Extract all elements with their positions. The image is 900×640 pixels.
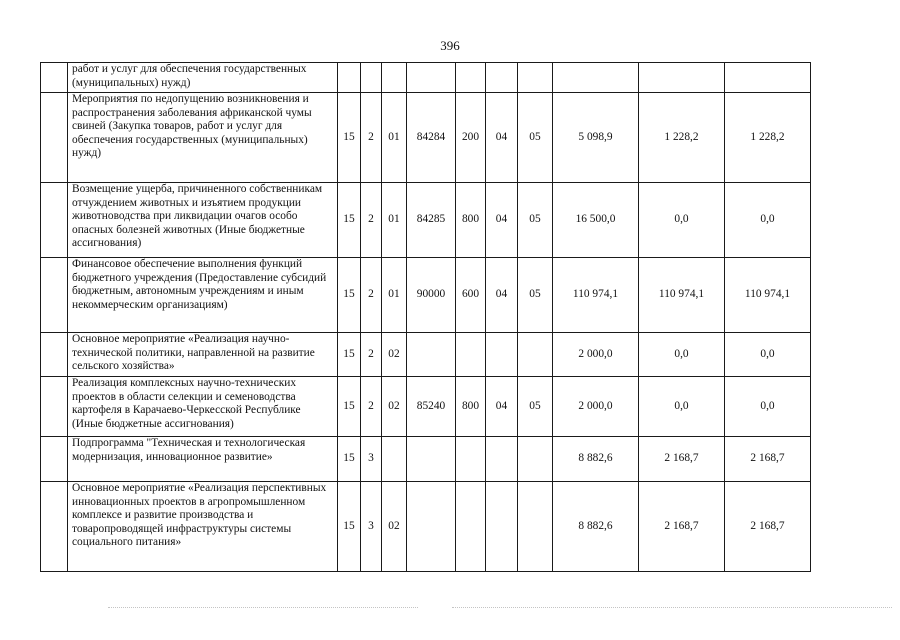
budget-table xyxy=(40,62,811,572)
row-number-cell xyxy=(41,437,68,482)
subsection-cell xyxy=(518,63,553,93)
subprogram-code-cell: 2 xyxy=(361,183,382,258)
section-cell xyxy=(486,333,518,377)
section-cell: 04 xyxy=(486,258,518,333)
amount-year-2-cell: 110 974,1 xyxy=(639,258,725,333)
amount-year-3-cell: 2 168,7 xyxy=(725,482,811,572)
subprogram-code-cell: 3 xyxy=(361,482,382,572)
subprogram-code-cell: 3 xyxy=(361,437,382,482)
amount-year-1-cell: 5 098,9 xyxy=(553,93,639,183)
section-cell: 04 xyxy=(486,377,518,437)
amount-year-2-cell xyxy=(639,63,725,93)
subsection-cell xyxy=(518,333,553,377)
row-number-cell xyxy=(41,258,68,333)
table-row xyxy=(41,63,811,93)
description-cell: Подпрограмма "Техническая и технологическая модернизация, инновационное развитие» xyxy=(68,437,338,482)
section-cell xyxy=(486,482,518,572)
event-code-cell: 02 xyxy=(382,482,407,572)
footer-rule-right xyxy=(452,607,892,608)
event-code-cell: 01 xyxy=(382,183,407,258)
amount-year-1-cell: 8 882,6 xyxy=(553,482,639,572)
amount-year-3-cell: 0,0 xyxy=(725,333,811,377)
program-code-cell: 15 xyxy=(338,333,361,377)
subprogram-code-cell: 2 xyxy=(361,333,382,377)
direction-code-cell xyxy=(407,63,456,93)
page-number: 396 xyxy=(440,38,460,53)
expense-type-cell: 800 xyxy=(456,183,486,258)
subsection-cell xyxy=(518,437,553,482)
description-cell: Финансовое обеспечение выполнения функций бюджетного учреждения (Предоставление субсидий бюджетным, автономным учреждениям и иным некоммерческим организациям) xyxy=(68,258,338,333)
program-code-cell: 15 xyxy=(338,258,361,333)
subsection-cell: 05 xyxy=(518,258,553,333)
expense-type-cell xyxy=(456,482,486,572)
event-code-cell: 01 xyxy=(382,258,407,333)
amount-year-3-cell: 1 228,2 xyxy=(725,93,811,183)
amount-year-2-cell: 2 168,7 xyxy=(639,482,725,572)
table-row xyxy=(41,333,811,377)
section-cell: 04 xyxy=(486,183,518,258)
table-row xyxy=(41,93,811,183)
description-cell: Реализация комплексных научно-технических проектов в области селекции и семеноводства картофеля в Карачаево-Черкесской Республике (Иные бюджетные ассигнования) xyxy=(68,377,338,437)
subprogram-code-cell: 2 xyxy=(361,93,382,183)
event-code-cell: 02 xyxy=(382,333,407,377)
subsection-cell: 05 xyxy=(518,377,553,437)
expense-type-cell: 800 xyxy=(456,377,486,437)
subsection-cell: 05 xyxy=(518,183,553,258)
event-code-cell: 02 xyxy=(382,377,407,437)
description-cell: Основное мероприятие «Реализация перспективных инновационных проектов в агропромышленном комплексе и развитие производства и товаропроводящей инфраструктуры системы социального питания» xyxy=(68,482,338,572)
footer-rule-left xyxy=(108,607,418,608)
event-code-cell: 01 xyxy=(382,93,407,183)
amount-year-1-cell: 2 000,0 xyxy=(553,333,639,377)
subprogram-code-cell: 2 xyxy=(361,258,382,333)
program-code-cell: 15 xyxy=(338,183,361,258)
amount-year-2-cell: 0,0 xyxy=(639,333,725,377)
table-body xyxy=(41,63,811,572)
subprogram-code-cell: 2 xyxy=(361,377,382,437)
amount-year-2-cell: 1 228,2 xyxy=(639,93,725,183)
event-code-cell xyxy=(382,437,407,482)
description-cell: Основное мероприятие «Реализация научно-технической политики, направленной на развитие сельского хозяйства» xyxy=(68,333,338,377)
expense-type-cell: 600 xyxy=(456,258,486,333)
row-number-cell xyxy=(41,482,68,572)
program-code-cell: 15 xyxy=(338,377,361,437)
table-row xyxy=(41,437,811,482)
table-row xyxy=(41,258,811,333)
description-cell: Мероприятия по недопущению возникновения и распространения заболевания африканской чумы свиней (Закупка товаров, работ и услуг для обеспечения государственных (муниципальных) нужд) xyxy=(68,93,338,183)
subsection-cell: 05 xyxy=(518,93,553,183)
direction-code-cell xyxy=(407,437,456,482)
subprogram-code-cell xyxy=(361,63,382,93)
direction-code-cell: 84284 xyxy=(407,93,456,183)
direction-code-cell: 84285 xyxy=(407,183,456,258)
direction-code-cell xyxy=(407,482,456,572)
direction-code-cell: 90000 xyxy=(407,258,456,333)
subsection-cell xyxy=(518,482,553,572)
description-cell: работ и услуг для обеспечения государственных (муниципальных) нужд) xyxy=(68,63,338,93)
table-row xyxy=(41,183,811,258)
program-code-cell: 15 xyxy=(338,437,361,482)
table-row xyxy=(41,482,811,572)
row-number-cell xyxy=(41,183,68,258)
section-cell xyxy=(486,437,518,482)
row-number-cell xyxy=(41,333,68,377)
amount-year-3-cell: 0,0 xyxy=(725,377,811,437)
amount-year-2-cell: 0,0 xyxy=(639,377,725,437)
amount-year-2-cell: 2 168,7 xyxy=(639,437,725,482)
expense-type-cell xyxy=(456,63,486,93)
amount-year-1-cell xyxy=(553,63,639,93)
row-number-cell xyxy=(41,377,68,437)
row-number-cell xyxy=(41,63,68,93)
amount-year-3-cell: 110 974,1 xyxy=(725,258,811,333)
amount-year-3-cell: 0,0 xyxy=(725,183,811,258)
program-code-cell xyxy=(338,63,361,93)
amount-year-1-cell: 16 500,0 xyxy=(553,183,639,258)
expense-type-cell xyxy=(456,333,486,377)
expense-type-cell xyxy=(456,437,486,482)
amount-year-1-cell: 2 000,0 xyxy=(553,377,639,437)
amount-year-2-cell: 0,0 xyxy=(639,183,725,258)
table-row xyxy=(41,377,811,437)
event-code-cell xyxy=(382,63,407,93)
amount-year-1-cell: 8 882,6 xyxy=(553,437,639,482)
description-cell: Возмещение ущерба, причиненного собственникам отчуждением животных и изъятием продукции животноводства при ликвидации очагов особо опасных болезней животных (Иные бюджетные ассигнования) xyxy=(68,183,338,258)
amount-year-1-cell: 110 974,1 xyxy=(553,258,639,333)
section-cell: 04 xyxy=(486,93,518,183)
amount-year-3-cell: 2 168,7 xyxy=(725,437,811,482)
direction-code-cell: 85240 xyxy=(407,377,456,437)
row-number-cell xyxy=(41,93,68,183)
expense-type-cell: 200 xyxy=(456,93,486,183)
direction-code-cell xyxy=(407,333,456,377)
section-cell xyxy=(486,63,518,93)
program-code-cell: 15 xyxy=(338,482,361,572)
program-code-cell: 15 xyxy=(338,93,361,183)
amount-year-3-cell xyxy=(725,63,811,93)
